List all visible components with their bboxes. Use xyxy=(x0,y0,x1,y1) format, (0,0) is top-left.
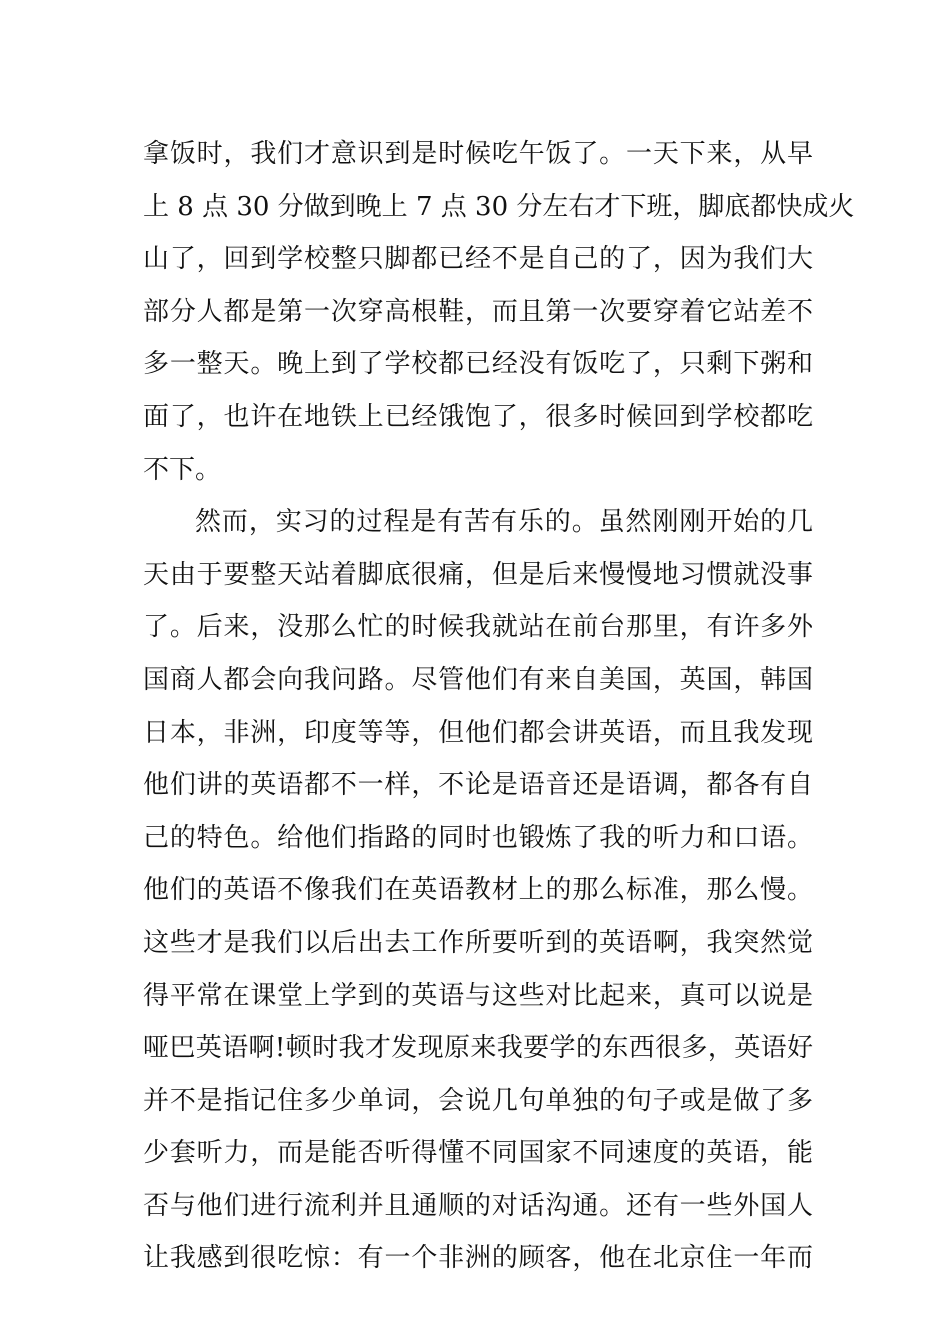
text-line: 了。后来，没那么忙的时候我就站在前台那里，有许多外 xyxy=(143,612,813,643)
text-line: 己的特色。给他们指路的同时也锻炼了我的听力和口语。 xyxy=(143,822,813,853)
text-line: 日本，非洲，印度等等，但他们都会讲英语，而且我发现 xyxy=(143,717,813,748)
text-line: 山了，回到学校整只脚都已经不是自己的了，因为我们大 xyxy=(143,244,813,275)
text-line: 拿饭时，我们才意识到是时候吃午饭了。一天下来，从早 xyxy=(143,139,813,169)
text-line: 多一整天。晚上到了学校都已经没有饭吃了，只剩下粥和 xyxy=(143,349,813,380)
paragraph xyxy=(143,128,855,496)
text-line: 国商人都会向我问路。尽管他们有来自美国，英国，韩国 xyxy=(143,664,813,695)
text-line: 得平常在课堂上学到的英语与这些对比起来，真可以说是 xyxy=(143,980,813,1011)
text-line: 并不是指记住多少单词，会说几句单独的句子或是做了多 xyxy=(143,1085,813,1116)
text-line: 上 8 点 30 分做到晚上 7 点 30 分左右才下班，脚底都快成火 xyxy=(143,191,855,222)
text-line: 让我感到很吃惊：有一个非洲的顾客，他在北京住一年而 xyxy=(143,1243,813,1274)
body-text xyxy=(143,128,855,1285)
text-line: 部分人都是第一次穿高根鞋，而且第一次要穿着它站差不 xyxy=(143,296,813,327)
paragraph xyxy=(143,496,813,1285)
text-line: 然而，实习的过程是有苦有乐的。虽然刚刚开始的几 xyxy=(195,507,813,538)
text-line: 哑巴英语啊!顿时我才发现原来我要学的东西很多，英语好 xyxy=(143,1033,813,1064)
text-line: 少套听力，而是能否听得懂不同国家不同速度的英语，能 xyxy=(143,1138,813,1169)
text-line: 他们的英语不像我们在英语教材上的那么标准，那么慢。 xyxy=(143,875,813,906)
text-line: 不下。 xyxy=(143,454,222,485)
text-line: 否与他们进行流利并且通顺的对话沟通。还有一些外国人 xyxy=(143,1190,813,1221)
text-line: 这些才是我们以后出去工作所要听到的英语啊，我突然觉 xyxy=(143,927,813,958)
text-line: 他们讲的英语都不一样，不论是语音还是语调，都各有自 xyxy=(143,770,813,801)
text-line: 面了，也许在地铁上已经饿饱了，很多时候回到学校都吃 xyxy=(143,401,813,432)
text-line: 天由于要整天站着脚底很痛，但是后来慢慢地习惯就没事 xyxy=(143,559,813,590)
